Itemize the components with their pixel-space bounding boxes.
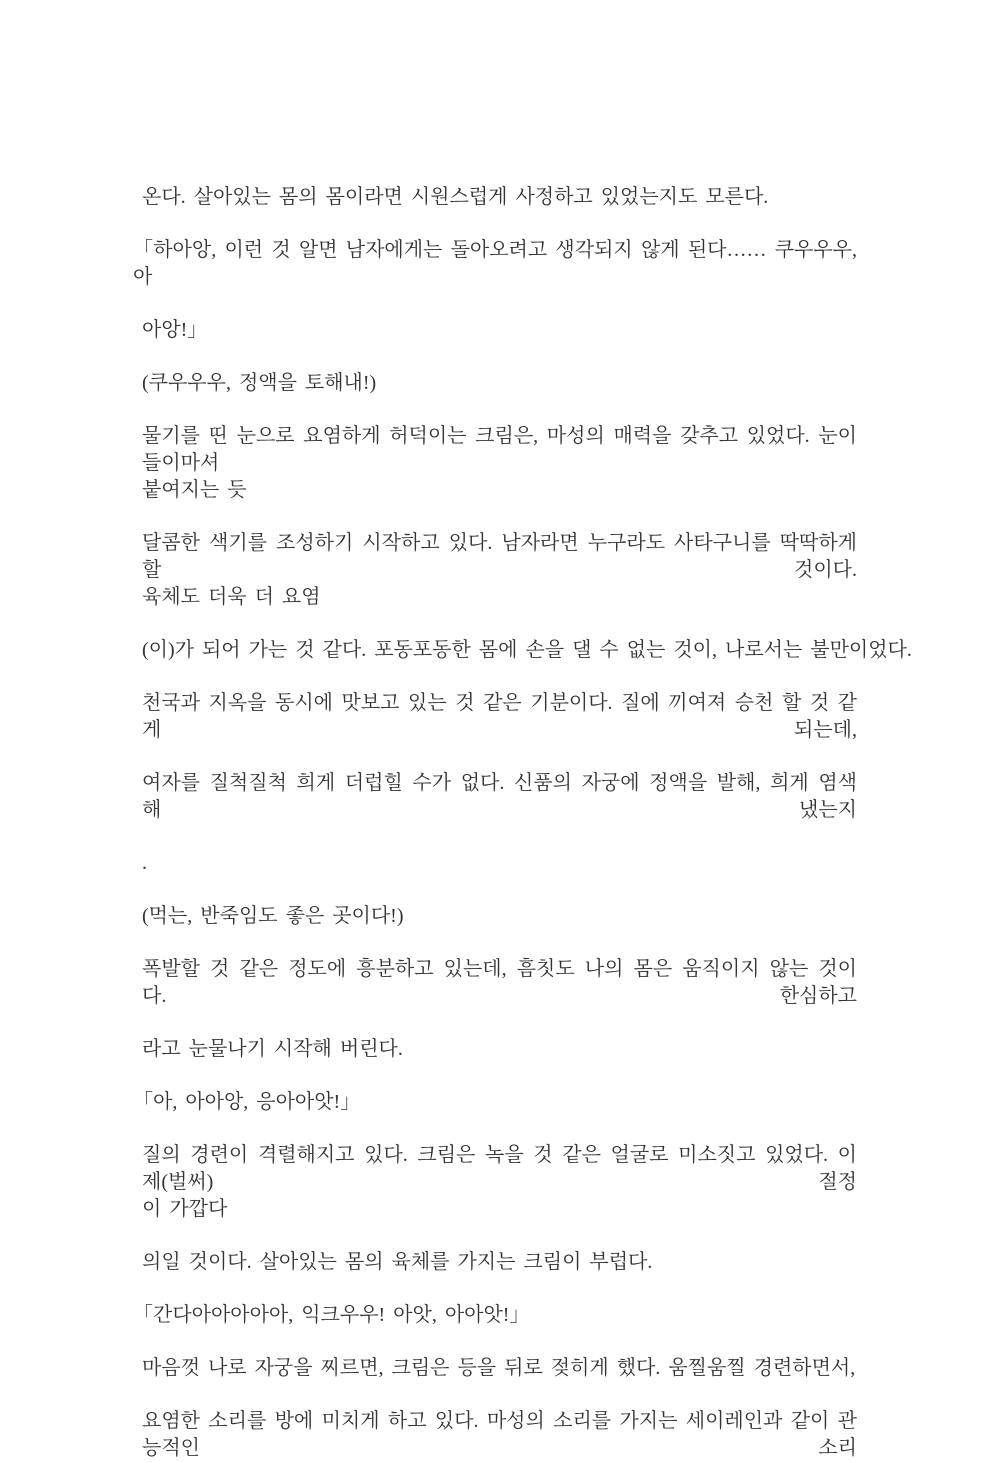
paragraph-dialogue (133, 1089, 857, 1116)
text-line: 라고 눈물나기 시작해 버린다. (142, 1038, 403, 1060)
text-line: 이 가깝다 (142, 1198, 228, 1220)
paragraph (142, 690, 857, 744)
text-line: 아앙!」 (142, 319, 208, 341)
text-line: 폭발할 것 같은 정도에 흥분하고 있는데, 흠칫도 나의 몸은 움직이지 않는 것이다. 한심하고 (142, 958, 857, 1007)
text-line: 마음껏 나로 자궁을 찌르면, 크림은 등을 뒤로 젖히게 했다. 움찔움찔 경련하면서, (142, 1357, 856, 1379)
text-line: 질의 경련이 격렬해지고 있다. 크림은 녹을 것 같은 얼굴로 미소짓고 있었다. 이제(벌써) 절정 (142, 1144, 857, 1193)
paragraph-dialogue (133, 237, 857, 291)
paragraph-thought (142, 370, 857, 397)
paragraph (142, 1036, 857, 1063)
text-line: 의일 것이다. 살아있는 몸의 육체를 가지는 크림이 부럽다. (142, 1251, 653, 1273)
text-line: 여자를 질척질척 희게 더럽힐 수가 없다. 신품의 자궁에 정액을 발해, 희게 염색해 냈는지 (142, 772, 857, 821)
text-line: 「간다아아아아아, 익크우우! 아앗, 아아앗!」 (133, 1304, 530, 1326)
paragraph (142, 770, 857, 824)
paragraph (142, 637, 912, 664)
text-line: 「하아앙, 이런 것 알면 남자에게는 돌아오려고 생각되지 않게 된다…… 쿠우우우, 아 (133, 239, 857, 288)
paragraph (142, 1355, 857, 1382)
text-line: 온다. 살아있는 몸의 몸이라면 시원스럽게 사정하고 있었는지도 모른다. (142, 186, 769, 208)
text-line: 달콤한 색기를 조성하기 시작하고 있다. 남자라면 누구라도 사타구니를 딱딱하게 할 것이다. (142, 532, 857, 581)
text-line: (쿠우우우, 정액을 토해내!) (142, 372, 377, 394)
paragraph (142, 1249, 857, 1276)
paragraph-thought (142, 903, 857, 930)
text-line: . (142, 852, 147, 874)
paragraph (142, 1142, 857, 1223)
paragraph-dialogue (142, 317, 857, 344)
text-line: 육체도 더욱 더 요염 (142, 586, 321, 608)
paragraph (142, 956, 857, 1010)
paragraph (142, 184, 857, 211)
text-line: (이)가 되어 가는 것 같다. 포동포동한 몸에 손을 댈 수 없는 것이, 나로서는 불만이었다. (142, 639, 912, 661)
paragraph (142, 1408, 857, 1462)
paragraph (142, 530, 857, 611)
text-line: 물기를 띤 눈으로 요염하게 허덕이는 크림은, 마성의 매력을 갖추고 있었다. 눈이 들이마셔 (142, 425, 857, 474)
text-line: 천국과 지옥을 동시에 맛보고 있는 것 같은 기분이다. 질에 끼여져 승천 할 것 같게 되는데, (142, 692, 857, 741)
paragraph-period-only (142, 850, 857, 877)
text-line: (먹는, 반죽임도 좋은 곳이다!) (142, 905, 404, 927)
text-line: 「아, 아아앙, 응아아앗!」 (133, 1091, 361, 1113)
text-line: 요염한 소리를 방에 미치게 하고 있다. 마성의 소리를 가지는 세이레인과 같이 관능적인 소리 (142, 1410, 857, 1459)
text-line: 붙여지는 듯 (142, 479, 247, 501)
paragraph-dialogue (133, 1302, 857, 1329)
paragraph (142, 423, 857, 504)
